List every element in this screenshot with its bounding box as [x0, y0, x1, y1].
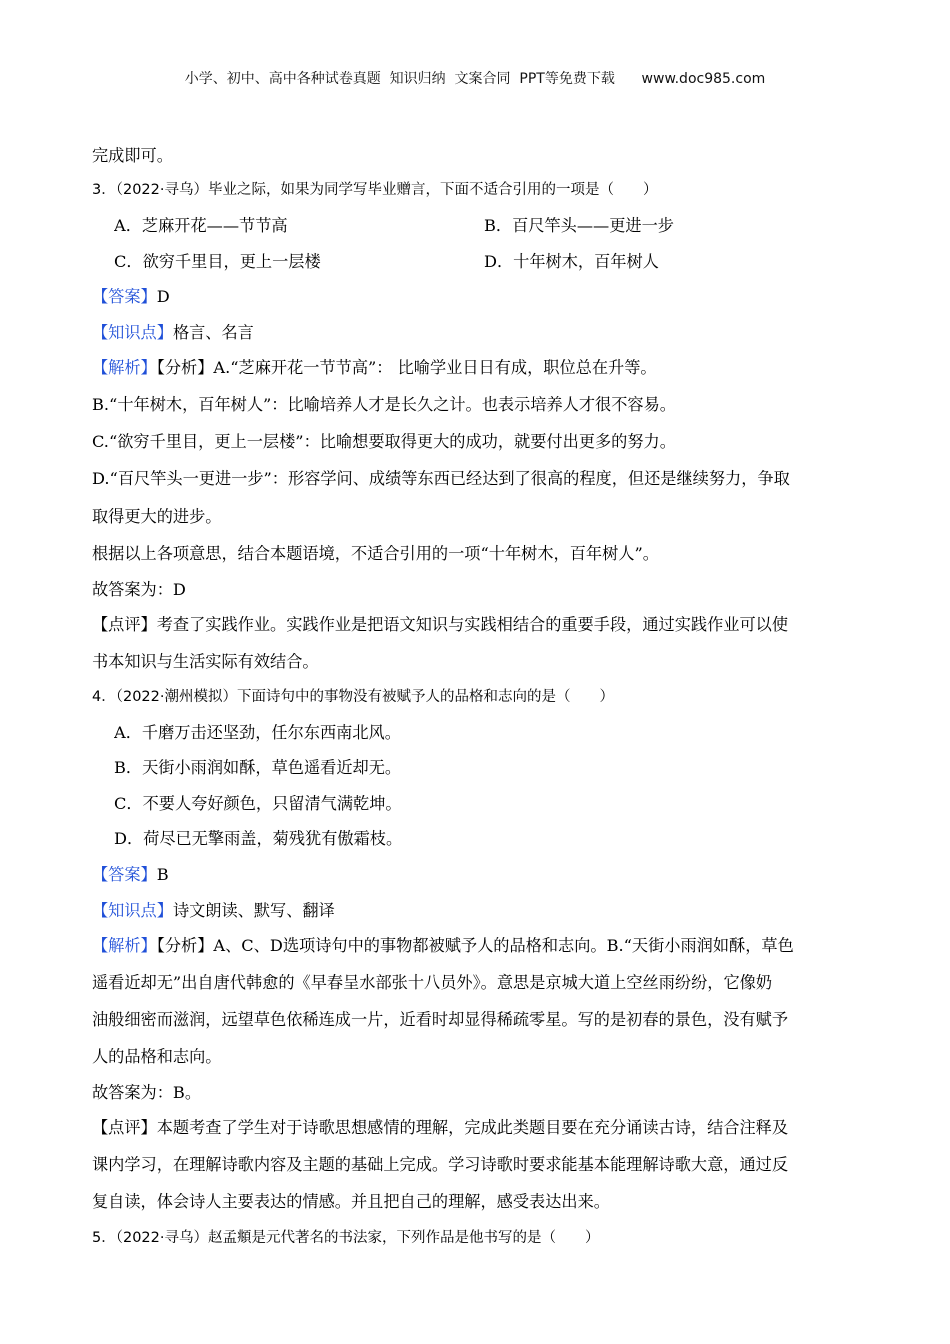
q3-knowledge-row — [92, 321, 860, 345]
q3-analysis-row — [92, 356, 860, 380]
q4-comment-line-2: 课内学习，在理解诗歌内容及主题的基础上完成。学习诗歌时要求能基本能理解诗歌大意，通过反 — [92, 1155, 789, 1174]
q3-option-a: A．芝麻开花——节节高 — [114, 216, 288, 235]
q4-answer: B — [156, 865, 169, 884]
q3-analysis-line-3: C.“欲穷千里目，更上一层楼”：比喻想要取得更大的成功，就要付出更多的努力。 — [92, 432, 676, 451]
q4-option-c: C．不要人夸好颜色，只留清气满乾坤。 — [114, 794, 402, 813]
previous-question-tail: 完成即可。 — [92, 146, 173, 165]
comment-tag: 【点评】 — [92, 1118, 157, 1137]
q4-analysis-row — [92, 934, 860, 958]
q4-option-b: B．天街小雨润如酥，草色遥看近却无。 — [114, 758, 402, 777]
q3-comment-row — [92, 613, 860, 637]
q3-option-d: D．十年树木，百年树人 — [484, 252, 659, 271]
q3-comment-line-2: 书本知识与生活实际有效结合。 — [92, 652, 319, 671]
q3-knowledge: 格言、名言 — [172, 323, 254, 342]
q4-analysis-line-4: 人的品格和志向。 — [92, 1047, 222, 1066]
q3-analysis-line-1: 【分析】A.“芝麻开花一节节高”： 比喻学业日日有成，职位总在升等。 — [156, 358, 657, 377]
q3-analysis-line-4: D.“百尺竿头一更进一步”：形容学问、成绩等东西已经达到了很高的程度，但还是继续努力，争取 — [92, 469, 790, 488]
q4-analysis-line-2: 遥看近却无”出自唐代韩愈的《早春呈水部张十八员外》。意思是京城大道上空丝雨纷纷，它像奶 — [92, 973, 773, 992]
q4-option-d: D．荷尽已无擎雨盖，菊残犹有傲霜枝。 — [114, 829, 403, 848]
q4-analysis-line-3: 油般细密而滋润，远望草色依稀连成一片，近看时却显得稀疏零星。写的是初春的景色，没有赋予 — [92, 1010, 789, 1029]
page-header: 小学、初中、高中各种试卷真题 知识归纳 文案合同 PPT等免费下载 www.doc985.com — [184, 71, 766, 87]
q3-stem: 3．（2022·寻乌）毕业之际，如果为同学写毕业赠言，下面不适合引用的一项是（ ） — [92, 182, 658, 198]
q3-answer: D — [156, 287, 170, 306]
q3-final-answer: 故答案为：D — [92, 580, 186, 599]
q3-analysis-line-6: 根据以上各项意思，结合本题语境，不适合引用的一项“十年树木，百年树人”。 — [92, 544, 659, 563]
q3-comment-line-1: 考查了实践作业。实践作业是把语文知识与实践相结合的重要手段，通过实践作业可以使 — [156, 615, 789, 634]
q4-option-a: A．千磨万击还坚劲，任尔东西南北风。 — [114, 723, 401, 742]
comment-tag: 【点评】 — [92, 615, 157, 634]
q3-analysis-line-5: 取得更大的进步。 — [92, 507, 222, 526]
q4-knowledge: 诗文朗读、默写、翻译 — [172, 901, 335, 920]
analysis-tag: 【解析】 — [92, 358, 157, 377]
q3-analysis-line-2: B.“十年树木，百年树人”：比喻培养人才是长久之计。也表示培养人才很不容易。 — [92, 395, 676, 414]
q5-stem: 5．（2022·寻乌）赵孟頫是元代著名的书法家，下列作品是他书写的是（ ） — [92, 1230, 600, 1246]
q3-option-c: C．欲穷千里目，更上一层楼 — [114, 252, 321, 271]
answer-tag: 【答案】 — [92, 287, 157, 306]
q4-analysis-line-1: 【分析】A、C、D选项诗句中的事物都被赋予人的品格和志向。B.“天街小雨润如酥，草色 — [156, 936, 794, 955]
q4-knowledge-row — [92, 899, 860, 923]
answer-tag: 【答案】 — [92, 865, 157, 884]
q4-comment-line-1: 本题考查了学生对于诗歌思想感情的理解，完成此类题目要在充分诵读古诗，结合注释及 — [156, 1118, 789, 1137]
q4-final-answer: 故答案为：B。 — [92, 1083, 202, 1102]
q3-option-b: B．百尺竿头——更进一步 — [484, 216, 674, 235]
knowledge-tag: 【知识点】 — [92, 323, 173, 342]
q3-answer-row — [92, 285, 860, 309]
analysis-tag: 【解析】 — [92, 936, 157, 955]
knowledge-tag: 【知识点】 — [92, 901, 173, 920]
q4-stem: 4．（2022·潮州模拟）下面诗句中的事物没有被赋予人的品格和志向的是（ ） — [92, 689, 614, 705]
q4-comment-line-3: 复自读，体会诗人主要表达的情感。并且把自己的理解，感受表达出来。 — [92, 1192, 610, 1211]
q4-answer-row — [92, 863, 860, 887]
q4-comment-row — [92, 1116, 860, 1140]
